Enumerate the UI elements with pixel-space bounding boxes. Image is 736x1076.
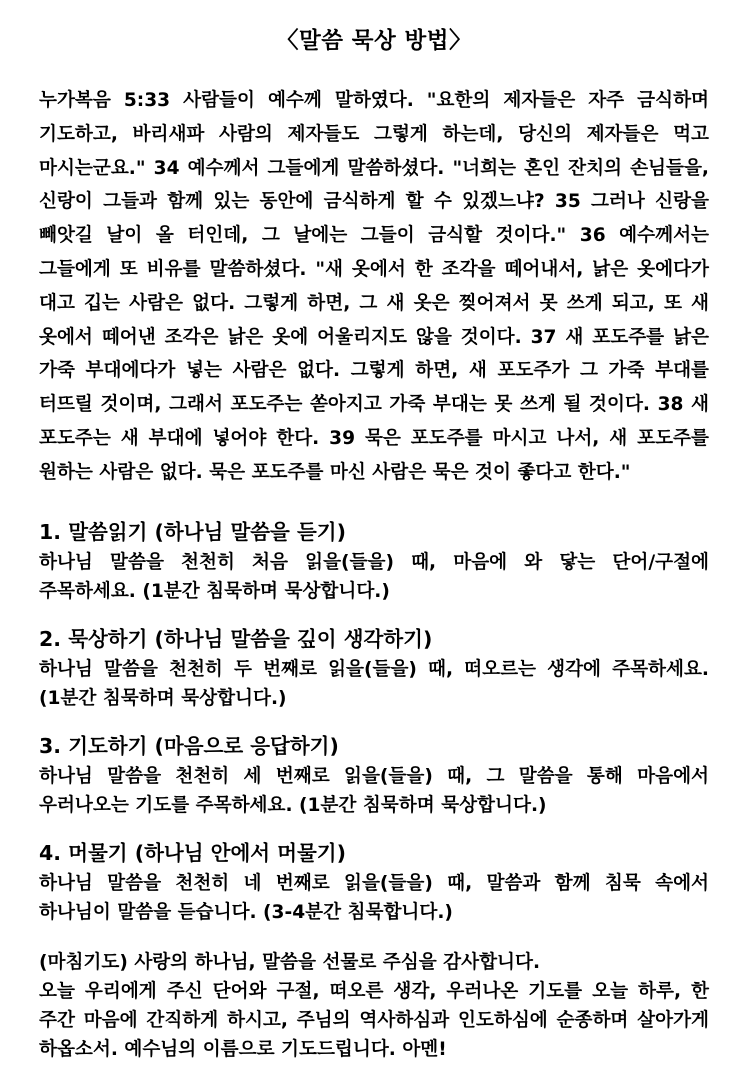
closing-prayer — [39, 948, 709, 1064]
step-body: 하나님 말씀을 천천히 네 번째로 읽을(들을) 때, 말씀과 함께 침묵 속에서 하나님이 말씀을 듣습니다. (3-4분간 침묵합니다.) — [39, 872, 709, 923]
step-body: 하나님 말씀을 천천히 세 번째로 읽을(들을) 때, 그 말씀을 통해 마음에서 우러나오는 기도를 주목하세요. (1분간 침묵하며 묵상합니다.) — [39, 765, 709, 816]
page-title: 〈말씀 묵상 방법〉 — [275, 28, 473, 54]
step-abiding — [39, 837, 709, 927]
step-meditation — [39, 623, 709, 713]
step-body: 하나님 말씀을 천천히 두 번째로 읽을(들을) 때, 떠오르는 생각에 주목하세요. (1분간 침묵하며 묵상합니다.) — [39, 658, 709, 709]
closing-prayer-body: 오늘 우리에게 주신 단어와 구절, 떠오른 생각, 우러나온 기도를 오늘 하루, 한 주간 마음에 간직하게 하시고, 주님의 역사하심과 인도하심에 순종하며 살아가게 하옵소서. 예수님의 이름으로 기도드립니다. 아멘! — [39, 980, 709, 1060]
step-heading: 2. 묵상하기 (하나님 말씀을 깊이 생각하기) — [39, 626, 433, 651]
closing-prayer-intro: (마침기도) 사랑의 하나님, 말씀을 선물로 주심을 감사합니다. — [39, 951, 541, 973]
step-heading: 4. 머물기 (하나님 안에서 머물기) — [39, 840, 346, 865]
document-page — [39, 24, 709, 1064]
step-prayer — [39, 730, 709, 820]
step-heading: 1. 말씀읽기 (하나님 말씀을 듣기) — [39, 519, 346, 544]
step-reading — [39, 516, 709, 606]
scripture-passage: 누가복음 5:33 사람들이 예수께 말하였다. "요한의 제자들은 자주 금식하며 기도하고, 바리새파 사람의 제자들도 그렇게 하는데, 당신의 제자들은 먹고 마시는군요." 34 예수께서 그들에게 말씀하셨다. "너희는 혼인 잔치의 손님들을, 신랑이 그들과 함께 있는 동안에 금식하게 할 수 있겠느냐? 35 그러나 신랑을 빼앗길 날이 올 터인데, 그 날에는 그들이 금식할 것이다." 36 예수께서는 그들에게 또 비유를 말씀하셨다. "새 옷에서 한 조각을 떼어내서, 낡은 옷에다가 대고 깁는 사람은 없다. 그렇게 하면, 그 새 옷은 찢어져서 못 쓰게 되고, 또 새 옷에서 떼어낸 조각은 낡은 옷에 어울리지도 않을 것이다. 37 새 포도주를 낡은 가죽 부대에다가 넣는 사람은 없다. 그렇게 하면, 새 포도주가 그 가죽 부대를 터뜨릴 것이며, 그래서 포도주는 쏟아지고 가죽 부대는 못 쓰게 될 것이다. 38 새 포도주는 새 부대에 넣어야 한다. 39 묵은 포도주를 마시고 나서, 새 포도주를 원하는 사람은 없다. 묵은 포도주를 마신 사람은 묵은 것이 좋다고 한다." — [39, 90, 709, 483]
step-body: 하나님 말씀을 천천히 처음 읽을(들을) 때, 마음에 와 닿는 단어/구절에 주목하세요. (1분간 침묵하며 묵상합니다.) — [39, 551, 709, 602]
step-heading: 3. 기도하기 (마음으로 응답하기) — [39, 733, 339, 758]
